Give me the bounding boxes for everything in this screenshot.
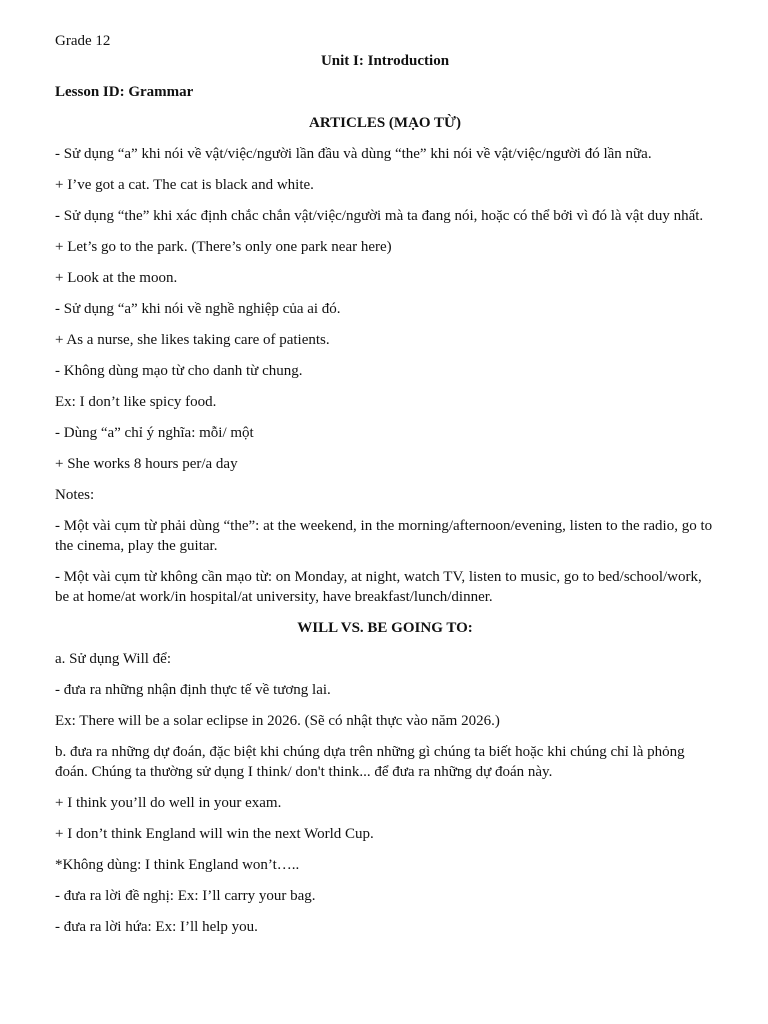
paragraph: - Một vài cụm từ phải dùng “the”: at the weekend, in the morning/afternoon/evening, listen to the radio, go to the cinema, play the guitar.	[55, 518, 713, 554]
articles-section-title: ARTICLES (MẠO TỪ)	[309, 115, 461, 131]
paragraph: a. Sử dụng Will để:	[55, 651, 171, 667]
notes-label: Notes:	[55, 487, 95, 503]
paragraph: + Let’s go to the park. (There’s only one park near here)	[55, 239, 392, 255]
grade-label: Grade 12	[55, 33, 111, 49]
paragraph: *Không dùng: I think England won’t…..	[55, 857, 300, 873]
paragraph: + Look at the moon.	[55, 270, 178, 286]
paragraph: + As a nurse, she likes taking care of patients.	[55, 332, 330, 348]
unit-title: Unit I: Introduction	[320, 53, 450, 69]
paragraph: + I think you’ll do well in your exam.	[55, 795, 282, 811]
paragraph: + She works 8 hours per/a day	[55, 456, 238, 472]
paragraph: + I don’t think England will win the next World Cup.	[55, 826, 374, 842]
paragraph: - Không dùng mạo từ cho danh từ chung.	[55, 363, 303, 379]
paragraph: - Dùng “a” chỉ ý nghĩa: mỗi/ một	[55, 425, 254, 441]
paragraph: + I’ve got a cat. The cat is black and white.	[55, 177, 314, 193]
paragraph: - đưa ra những nhận định thực tế về tương lai.	[55, 682, 331, 698]
paragraph: Ex: There will be a solar eclipse in 2026. (Sẽ có nhật thực vào năm 2026.)	[55, 713, 500, 729]
paragraph: - Một vài cụm từ không cần mạo từ: on Monday, at night, watch TV, listen to music, go to bed/school/work, be at home/at work/in hospital/at university, have breakfast/lunch/dinner.	[55, 569, 702, 605]
document-page	[55, 31, 715, 948]
paragraph: - đưa ra lời hứa: Ex: I’ll help you.	[55, 919, 258, 935]
paragraph: - Sử dụng “the” khi xác định chắc chắn vật/việc/người mà ta đang nói, hoặc có thể bởi vì đó là vật duy nhất.	[55, 208, 704, 224]
paragraph: - Sử dụng “a” khi nói về vật/việc/người lần đầu và dùng “the” khi nói về vật/việc/người đó lần nữa.	[55, 146, 652, 162]
paragraph: - Sử dụng “a” khi nói về nghề nghiệp của ai đó.	[55, 301, 341, 317]
paragraph: - đưa ra lời đề nghị: Ex: I’ll carry your bag.	[55, 888, 316, 904]
lesson-id: Lesson ID: Grammar	[55, 84, 194, 100]
will-going-section-title: WILL VS. BE GOING TO:	[297, 620, 473, 636]
paragraph: b. đưa ra những dự đoán, đặc biệt khi chúng dựa trên những gì chúng ta biết hoặc khi chúng chỉ là phỏng đoán. Chúng ta thường sử dụng I think/ don't think... để đưa ra những dự đoán này.	[55, 744, 685, 780]
paragraph: Ex: I don’t like spicy food.	[55, 394, 217, 410]
